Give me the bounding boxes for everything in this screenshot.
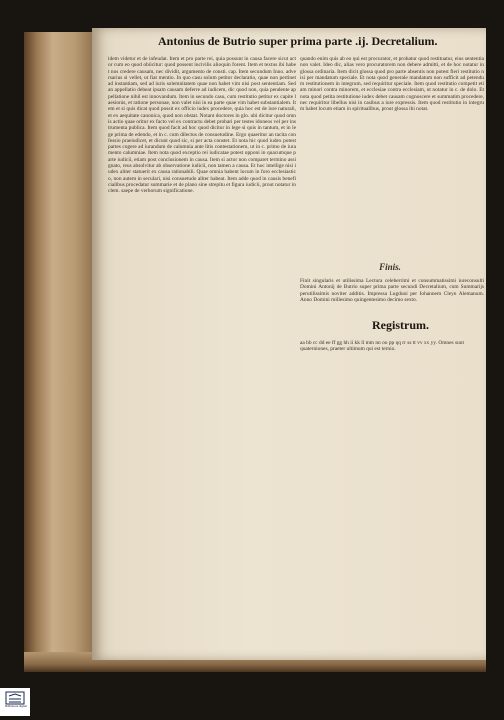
right-text-column: quando enim quis ab eo qui est procurator, et probatur quod restituatur, eius sententia non valet. Ideo dic, alias vero procuratorem non debere admitti, et de hoc notatur in glossa ordinaria. Item dicit glossa quod pro parte absentis non potest fieri restitutio nisi per mandatum speciale. Et nota quod generale mandatum non sufficit ad petendum restitutionem in integrum, sed requiritur speciale. Item quod restitutio competit etiam minori contra minorem, et ecclesiae contra ecclesiam, ut notatur in c. de dolo. Et nota quod petita restitutione iudex debet causam cognoscere et summatim procedere, nec requiritur libellus nisi in casibus a iure expressis. Item quod restitutio in integrum habet locum etiam in spiritualibus, prout glossa ibi notat. xyxy=(300,56,484,113)
colophon-text: Finit singularis et utilissima Lectura celeberrimi et consummatissimi iureconsulti Domini Antonij de Butrio super prima parte secundi Decretalium, cum Summarijs perutilissimis noviter additis. Impressa Lugduni per Iohannem Cleyn Alemanum. Anno Domini millesimo quingentesimo decimo sexto. xyxy=(300,278,484,303)
registrum-signatures: aa bb cc dd ee ff gg hh ii kk ll mm nn oo pp qq rr ss tt vv xx yy. Omnes sunt quaterniones, praeter ultimum qui est ternio. xyxy=(300,340,464,353)
running-title: Antonius de Butrio super prima parte .ij. Decretalium. xyxy=(158,34,438,48)
registrum-heading: Registrum. xyxy=(372,318,429,332)
finis-heading: Finis. xyxy=(379,262,401,272)
library-logo-label: Biblioteca digital xyxy=(5,704,27,708)
left-text-column: idem videtur et de infeudat. Item et pro parte rei, quia possunt in causa facere sicut actor cum eo quod obiicitur: quod possent incivilis alioquin forent. Item et textus ibi habet nos credere causam, nec dividit, argumento de consti. cap. Item secundum Inno. adversarius si vellet, ut fiat mentio. In quo casu solum petitur declaratio, quae non pertinet ad instantiam, sed ad iuris solemnitatem quae non habet vim nisi post sententiam. Sed an appellatio debeat ipsam causam deferre ad iudicem, dic quod non, quia pendente appellatione nihil est innovandum. Item in secundo casu, cum restitutio petitur ex capite laesionis, et ratione personae, non valet nisi in ea parte quae vim habet substantialem. Item et si quis dicat quod possit ex officio iudex procedere, quia hoc est de iure naturali, et ex aequitate canonica, quod non obstat. Notant doctores in glo. ubi dicitur quod omnis actio quae oritur ex facto vel ex contractu debet probari per testes idoneos vel per instrumenta publica. Item quod facit ad hoc quod dicitur in lege si quis in tantum, et in lege prima de edendo, et in c. cum dilectus de consuetudine. Ergo quaeritur an tacita confessio praeiudicet, et dicunt quod sic, si per acta constet. Et nota hic quod iudex potest partes cogere ad iurandum de calumnia ante litis contestationem, ut in c. primo de iuramento calumniae. Item nota quod exceptio rei iudicatae potest opponi in quacumque parte iudicii, etiam post conclusionem in causa. Item si actor non comparet termino assignato, reus absolvitur ab observatione iudicii, non tamen a causa. Et hoc intellige nisi iudex aliter statuerit ex causa rationabili. Quae omnia habent locum in foro ecclesiastico, non autem in seculari, nisi consuetudo aliter habeat. Item adde quod in causis beneficialibus procedatur summarie et de plano sine strepitu et figura iudicii, prout notatur in clem. saepe de verborum significatione. xyxy=(108,56,296,195)
book-fore-edge xyxy=(24,32,96,668)
